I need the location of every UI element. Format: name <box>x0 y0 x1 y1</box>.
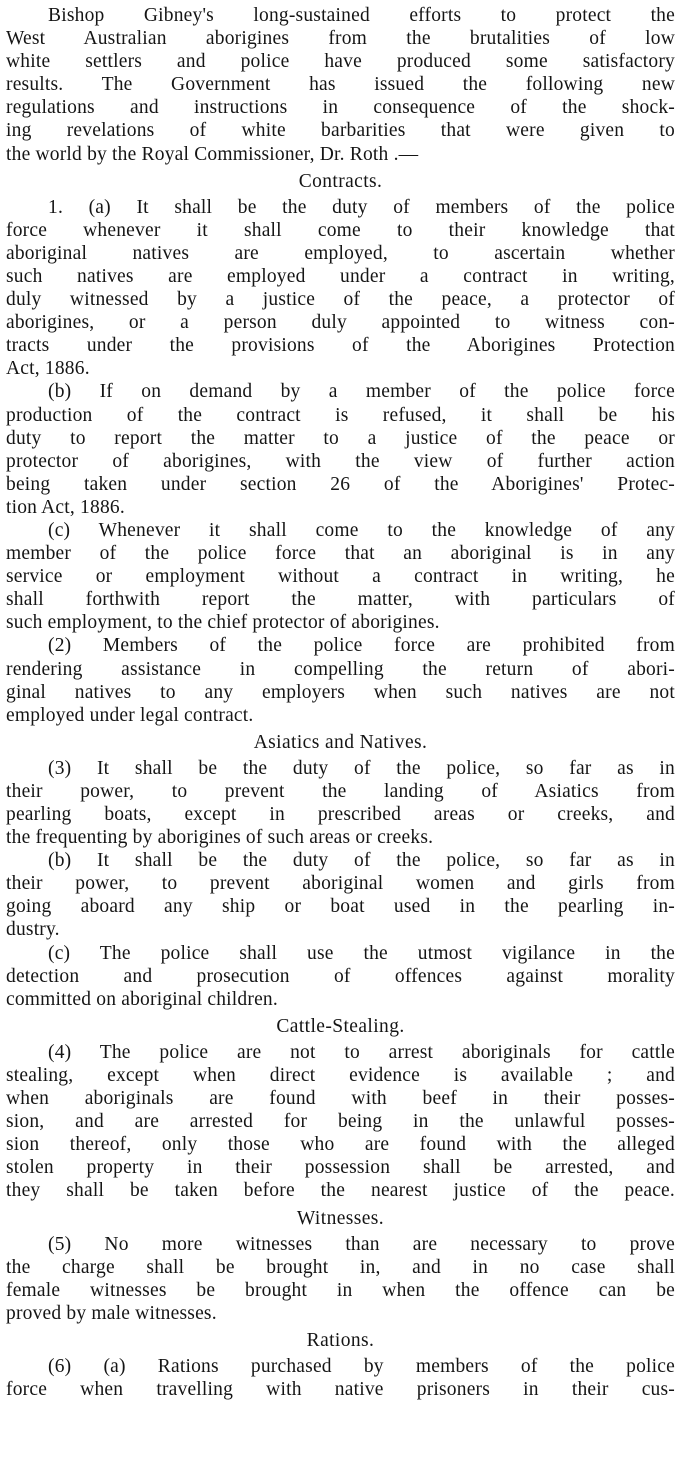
paragraph-4 <box>6 1041 675 1203</box>
text-line: ginal natives to any employers when such natives are not <box>6 681 675 703</box>
section-heading-witnesses: Witnesses. <box>296 1207 385 1229</box>
text-line: force whenever it shall come to their knowledge that <box>6 219 675 241</box>
text-line: Act, 1886. <box>6 358 90 380</box>
text-line: being taken under section 26 of the Aborigines' Protec- <box>6 473 675 495</box>
text-line: detection and prosecution of offences against morality <box>6 965 675 987</box>
text-line: pearling boats, except in prescribed areas or creeks, and <box>6 804 675 825</box>
text-line: tracts under the provisions of the Aborigines Protection <box>6 335 675 357</box>
paragraph-2 <box>6 634 675 726</box>
text-line: proved by male witnesses. <box>6 1302 217 1324</box>
text-line: the frequenting by aborigines of such areas or creeks. <box>6 827 434 849</box>
text-line: their power, to prevent the landing of Asiatics from <box>6 780 675 802</box>
text-line: rendering assistance in compelling the return of abori- <box>6 658 675 680</box>
section-heading-cattle-stealing: Cattle-Stealing. <box>276 1015 405 1037</box>
text-line: (b) If on demand by a member of the police force <box>48 381 675 403</box>
text-line: protector of aborigines, with the view of further action <box>6 450 675 472</box>
text-line: dustry. <box>6 919 60 941</box>
text-line: (5) No more witnesses than are necessary to prove <box>48 1233 675 1255</box>
paragraph-3b <box>6 849 675 941</box>
text-line: committed on aboriginal children. <box>6 988 278 1010</box>
text-line: duty to report the matter to a justice of the peace or <box>6 427 675 449</box>
text-line: (3) It shall be the duty of the police, so far as in <box>48 757 675 779</box>
paragraph-1c <box>6 519 675 634</box>
text-line: when aboriginals are found with beef in their posses- <box>6 1088 675 1110</box>
text-line: duly witnessed by a justice of the peace, a protector of <box>6 289 675 311</box>
text-line: member of the police force that an aboriginal is in any <box>6 543 675 565</box>
text-line: (c) Whenever it shall come to the knowledge of any <box>48 519 675 541</box>
text-line: the world by the Royal Commissioner, Dr. Roth .— <box>6 143 419 165</box>
text-line: service or employment without a contract in writing, he <box>6 566 675 588</box>
paragraph-5 <box>6 1233 675 1325</box>
paragraph-3 <box>6 757 675 849</box>
text-line: shall forthwith report the matter, with particulars of <box>6 589 675 611</box>
section-heading-contracts: Contracts. <box>298 170 383 192</box>
text-line: (c) The police shall use the utmost vigilance in the <box>48 942 675 964</box>
text-line: production of the contract is refused, it shall be his <box>6 404 675 426</box>
text-line: employed under legal contract. <box>6 704 254 726</box>
text-line: sion thereof, only those who are found with the alleged <box>6 1134 675 1156</box>
intro-paragraph <box>6 4 675 166</box>
text-line: force when travelling with native prisoners in their cus- <box>6 1378 675 1400</box>
text-line: tion Act, 1886. <box>6 496 125 518</box>
section-heading-asiatics: Asiatics and Natives. <box>253 731 428 753</box>
paragraph-3c <box>6 942 675 1011</box>
text-line: going aboard any ship or boat used in the pearling in- <box>6 896 675 918</box>
text-line: such natives are employed under a contract in writing, <box>6 265 675 287</box>
text-line: aborigines, or a person duly appointed to witness con- <box>6 312 675 334</box>
text-line: (2) Members of the police force are prohibited from <box>48 635 675 657</box>
text-line: Bishop Gibney's long-sustained efforts to protect the <box>48 5 675 26</box>
text-line: such employment, to the chief protector of aborigines. <box>6 612 440 634</box>
text-line: (6) (a) Rations purchased by members of the police <box>48 1355 675 1377</box>
text-line: (4) The police are not to arrest aboriginals for cattle <box>48 1041 675 1063</box>
text-line: stealing, except when direct evidence is available ; and <box>6 1064 675 1086</box>
text-line: stolen property in their possession shall be arrested, and <box>6 1157 675 1179</box>
text-line: results. The Government has issued the following new <box>6 74 675 96</box>
text-line: ing revelations of white barbarities that were given to <box>6 120 675 142</box>
text-line: 1. (a) It shall be the duty of members of the police <box>48 196 675 218</box>
text-line: regulations and instructions in consequence of the shock- <box>6 97 675 119</box>
text-line: (b) It shall be the duty of the police, so far as in <box>48 850 675 872</box>
paragraph-6a <box>6 1355 675 1401</box>
paragraph-1a <box>6 196 675 381</box>
text-line: the charge shall be brought in, and in no case shall <box>6 1256 675 1278</box>
text-line: they shall be taken before the nearest justice of the peace. <box>6 1180 675 1202</box>
paragraph-1b <box>6 380 675 519</box>
text-line: aboriginal natives are employed, to ascertain whether <box>6 242 675 264</box>
text-line: West Australian aborigines from the brutalities of low <box>6 28 675 50</box>
text-line: sion, and are arrested for being in the unlawful posses- <box>6 1111 675 1133</box>
text-line: their power, to prevent aboriginal women and girls from <box>6 873 675 895</box>
section-heading-rations: Rations. <box>306 1329 375 1351</box>
text-line: female witnesses be brought in when the offence can be <box>6 1279 675 1301</box>
text-line: white settlers and police have produced some satisfactory <box>6 51 675 73</box>
